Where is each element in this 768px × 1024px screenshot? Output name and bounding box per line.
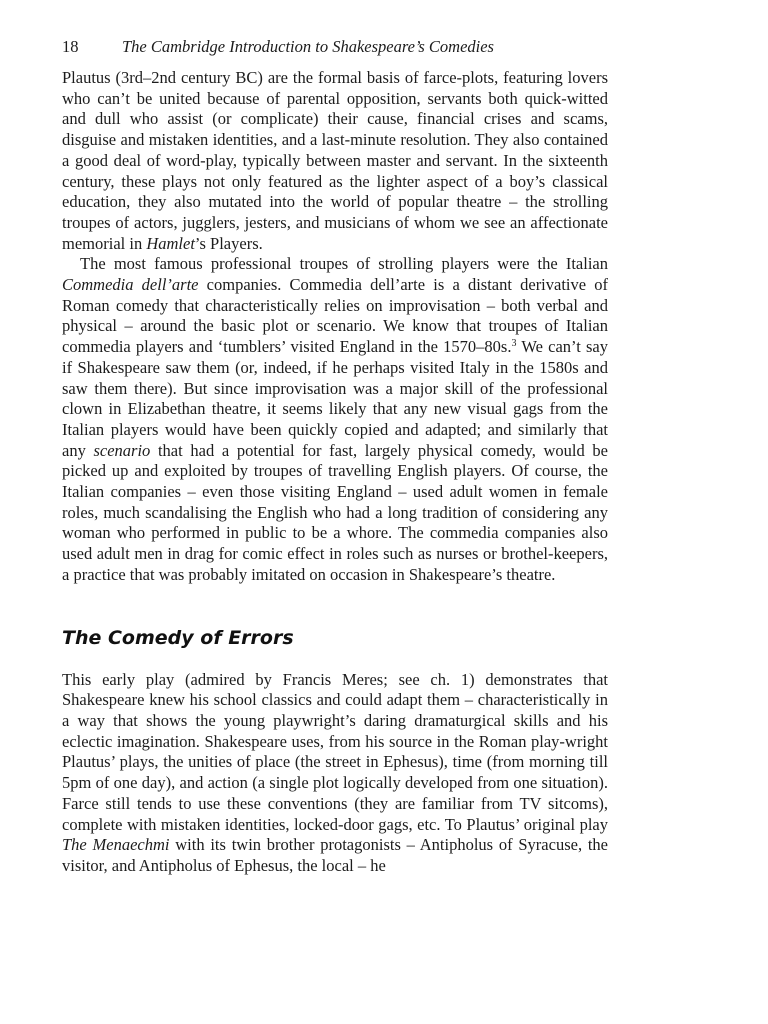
italic-commedia: Commedia dell’arte: [62, 275, 199, 295]
footnote-marker: 3: [511, 338, 517, 350]
page-number: 18: [62, 37, 79, 56]
section-heading: The Comedy of Errors: [62, 626, 294, 649]
text-run: The most famous professional troupes of strolling players were the Italian: [80, 254, 608, 274]
running-head: [62, 36, 608, 58]
text-run: Plautus (3rd–2nd century BC) are the formal basis of farce-plots, featuring lovers who can’t be united because of parental opposition, servants both quick-witted and dull who assist (or complicate) their cause, financial crises and scams, disguise and mistaken identities, and a last-minute resolution. They also contained a good deal of word-play, typically between master and servant. In the sixteenth century, these plays not only featured as the lighter aspect of a boy’s classical education, they also mutated into the world of popular theatre – the strolling troupes of actors, jugglers, jesters, and musicians of whom we see an affectionate memorial in: [62, 68, 608, 253]
paragraph-plautus: [62, 68, 608, 254]
text-run: companies. Commedia dell’arte is a distant derivative of Roman comedy that characteristically relies on improvisation – both verbal and physical – around the basic plot or scenario. We know that troupes of Italian commedia players and ‘tumblers’ visited England in the 1570–80s.: [62, 275, 609, 357]
book-page: [62, 36, 608, 877]
text-run: We can’t say if Shakespeare saw them (or, indeed, if he perhaps visited Italy in the 1580s and saw them there). But since improvisation was a major skill of the professional clown in Elizabethan theatre, it seems likely that any new visual gags from the Italian players would have been quickly copied and adapted; and similarly that any: [62, 337, 608, 460]
paragraph-commedia: [62, 254, 608, 585]
text-run: with its twin brother protagonists – Antipholus of Syracuse, the visitor, and Antipholus of Ephesus, the local – he: [62, 835, 608, 875]
italic-menaechmi: The Menaechmi: [62, 835, 170, 855]
text-run: that had a potential for fast, largely physical comedy, would be picked up and exploited by troupes of travelling English players. Of course, the Italian companies – even those visiting England – used adult women in female roles, much scandalising the English who had a long tradition of considering any woman who performed in public to be a whore. The commedia companies also used adult men in drag for comic effect in roles such as nurses or brothel-keepers, a practice that was probably imitated on occasion in Shakespeare’s theatre.: [62, 440, 608, 584]
paragraph-comedy-of-errors: [62, 670, 608, 877]
text-run: This early play (admired by Francis Meres; see ch. 1) demonstrates that Shakespeare knew his school classics and could adapt them – characteristically in a way that shows the young playwright’s daring dramaturgical skills and his eclectic imagination. Shakespeare uses, from his source in the Roman play-wright Plautus’ plays, the unities of place (the street in Ephesus), time (from morning till 5pm of one day), and action (a single plot logically developed from one situation). Farce still tends to use these conventions (they are familiar from TV sitcoms), complete with mistaken identities, locked-door gags, etc. To Plautus’ original play: [62, 669, 608, 834]
book-title: The Cambridge Introduction to Shakespeare’s Comedies: [122, 37, 494, 56]
italic-hamlet: Hamlet: [146, 233, 195, 253]
text-run: ’s Players.: [194, 233, 263, 253]
italic-scenario: scenario: [93, 440, 151, 460]
